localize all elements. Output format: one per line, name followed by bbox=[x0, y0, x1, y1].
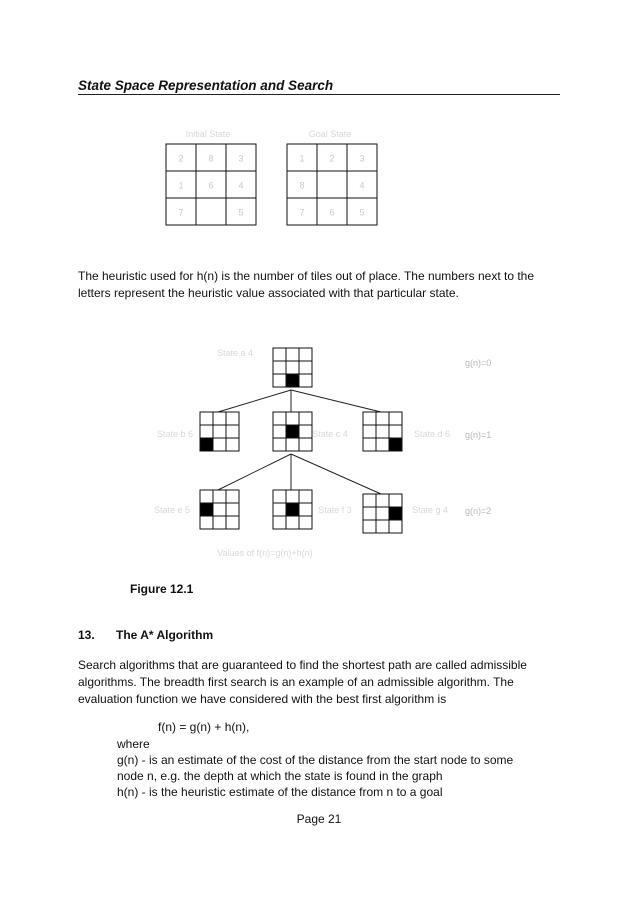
node-cell bbox=[389, 425, 402, 438]
h-definition: h(n) - is the heuristic estimate of the distance from n to a goal bbox=[117, 785, 443, 799]
node-cell bbox=[376, 438, 389, 451]
state-c-label: State c 4 bbox=[312, 429, 348, 439]
where-text: where bbox=[117, 737, 150, 751]
node-cell bbox=[299, 361, 312, 374]
node-cell bbox=[226, 503, 239, 516]
tree-edge bbox=[291, 454, 381, 494]
node-cell bbox=[200, 516, 213, 529]
puzzle-node bbox=[363, 412, 402, 451]
puzzle-node bbox=[200, 490, 239, 529]
depth-2-label: g(n)=2 bbox=[465, 506, 492, 516]
section-heading bbox=[78, 628, 213, 642]
tree-nodes bbox=[200, 348, 402, 533]
blank-tile bbox=[286, 374, 299, 387]
puzzle-node bbox=[273, 490, 312, 529]
puzzle-node bbox=[363, 494, 402, 533]
blank-tile bbox=[286, 503, 299, 516]
blank-tile bbox=[286, 425, 299, 438]
node-cell bbox=[213, 516, 226, 529]
state-f-label: State f 3 bbox=[318, 505, 352, 515]
initial-state-board bbox=[166, 144, 256, 225]
state-g-label: State g 4 bbox=[411, 505, 449, 515]
node-cell bbox=[286, 361, 299, 374]
node-cell bbox=[286, 348, 299, 361]
board-tile-number: 1 bbox=[299, 153, 305, 164]
node-cell bbox=[226, 425, 239, 438]
node-cell bbox=[213, 438, 226, 451]
blank-tile bbox=[200, 503, 213, 516]
node-cell bbox=[200, 425, 213, 438]
definitions-block bbox=[117, 736, 567, 800]
evaluation-formula: f(n) = g(n) + h(n), bbox=[158, 720, 250, 734]
board-tile-number: 7 bbox=[299, 207, 305, 218]
blank-tile bbox=[389, 507, 402, 520]
board-tile-number: 8 bbox=[208, 153, 214, 164]
node-cell bbox=[376, 494, 389, 507]
f-values-label: Values of f(n)=g(n)+h(n) bbox=[217, 548, 313, 558]
depth-1-label: g(n)=1 bbox=[465, 430, 492, 440]
node-cell bbox=[273, 412, 286, 425]
node-cell bbox=[273, 374, 286, 387]
board-tile-number: 4 bbox=[359, 180, 365, 191]
state-d-label: State d 6 bbox=[413, 429, 451, 439]
node-cell bbox=[273, 361, 286, 374]
node-cell bbox=[213, 425, 226, 438]
tree-edge bbox=[218, 454, 291, 490]
g-definition-line1: g(n) - is an estimate of the cost of the distance from the start node to some bbox=[117, 753, 514, 767]
node-cell bbox=[299, 412, 312, 425]
board-tile-number: 3 bbox=[359, 153, 365, 164]
state-e-label: State e 5 bbox=[153, 505, 191, 515]
board-tile-number: 3 bbox=[238, 153, 244, 164]
depth-0-label: g(n)=0 bbox=[465, 358, 492, 368]
node-cell bbox=[363, 520, 376, 533]
board-tile-number: 5 bbox=[359, 207, 365, 218]
initial-state-label: Initial State bbox=[185, 129, 231, 139]
node-cell bbox=[363, 507, 376, 520]
state-boards-figure bbox=[0, 0, 638, 240]
node-cell bbox=[299, 374, 312, 387]
node-cell bbox=[299, 490, 312, 503]
node-cell bbox=[226, 516, 239, 529]
state-b-label: State b 6 bbox=[156, 429, 194, 439]
node-cell bbox=[299, 516, 312, 529]
node-cell bbox=[389, 494, 402, 507]
puzzle-node bbox=[273, 412, 312, 451]
node-cell bbox=[376, 412, 389, 425]
node-cell bbox=[299, 425, 312, 438]
node-cell bbox=[200, 490, 213, 503]
search-tree-figure bbox=[0, 340, 638, 570]
figure-caption: Figure 12.1 bbox=[130, 582, 194, 596]
tree-edge bbox=[218, 390, 291, 412]
node-cell bbox=[273, 490, 286, 503]
blank-tile bbox=[389, 438, 402, 451]
board-tile-number: 2 bbox=[178, 153, 184, 164]
node-cell bbox=[389, 412, 402, 425]
goal-state-board bbox=[287, 144, 377, 225]
node-cell bbox=[286, 412, 299, 425]
node-cell bbox=[299, 503, 312, 516]
node-cell bbox=[363, 425, 376, 438]
node-cell bbox=[226, 438, 239, 451]
node-cell bbox=[286, 516, 299, 529]
node-cell bbox=[299, 348, 312, 361]
node-cell bbox=[376, 425, 389, 438]
board-tile-number: 1 bbox=[178, 180, 184, 191]
board-cell bbox=[196, 198, 226, 225]
node-cell bbox=[273, 438, 286, 451]
node-cell bbox=[226, 412, 239, 425]
node-cell bbox=[273, 516, 286, 529]
blank-tile bbox=[200, 438, 213, 451]
node-cell bbox=[363, 412, 376, 425]
node-cell bbox=[273, 348, 286, 361]
node-cell bbox=[376, 520, 389, 533]
board-tile-number: 8 bbox=[299, 180, 305, 191]
node-cell bbox=[376, 507, 389, 520]
g-definition-line2: node n, e.g. the depth at which the state is found in the graph bbox=[117, 769, 443, 783]
node-cell bbox=[213, 490, 226, 503]
heuristic-paragraph: The heuristic used for h(n) is the number of tiles out of place. The numbers next to the letters represent the heuristic value associated with that particular state. bbox=[78, 269, 535, 300]
board-tile-number: 5 bbox=[238, 207, 244, 218]
board-tile-number: 7 bbox=[178, 207, 184, 218]
puzzle-node bbox=[200, 412, 239, 451]
admissible-paragraph: Search algorithms that are guaranteed to find the shortest path are called admissible algorithms. The breadth first search is an example of an admissible algorithm. The evaluation function we have considered with the best first algorithm is bbox=[78, 658, 527, 706]
page-number: Page 21 bbox=[296, 812, 342, 826]
node-cell bbox=[299, 438, 312, 451]
node-cell bbox=[363, 494, 376, 507]
node-cell bbox=[273, 425, 286, 438]
node-cell bbox=[273, 503, 286, 516]
root-state-label: State a 4 bbox=[216, 348, 254, 358]
node-cell bbox=[213, 503, 226, 516]
puzzle-node bbox=[273, 348, 312, 387]
tree-edge bbox=[291, 390, 381, 412]
node-cell bbox=[226, 490, 239, 503]
node-cell bbox=[389, 520, 402, 533]
node-cell bbox=[200, 412, 213, 425]
node-cell bbox=[286, 438, 299, 451]
node-cell bbox=[363, 438, 376, 451]
node-cell bbox=[213, 412, 226, 425]
board-tile-number: 6 bbox=[329, 207, 335, 218]
board-tile-number: 2 bbox=[329, 153, 335, 164]
goal-state-label: Goal State bbox=[308, 129, 352, 139]
section-title: The A* Algorithm bbox=[116, 628, 214, 642]
board-tile-number: 4 bbox=[238, 180, 244, 191]
board-cell bbox=[317, 171, 347, 198]
node-cell bbox=[286, 490, 299, 503]
section-number: 13. bbox=[78, 628, 95, 642]
board-tile-number: 6 bbox=[208, 180, 214, 191]
running-header: State Space Representation and Search bbox=[78, 78, 560, 95]
